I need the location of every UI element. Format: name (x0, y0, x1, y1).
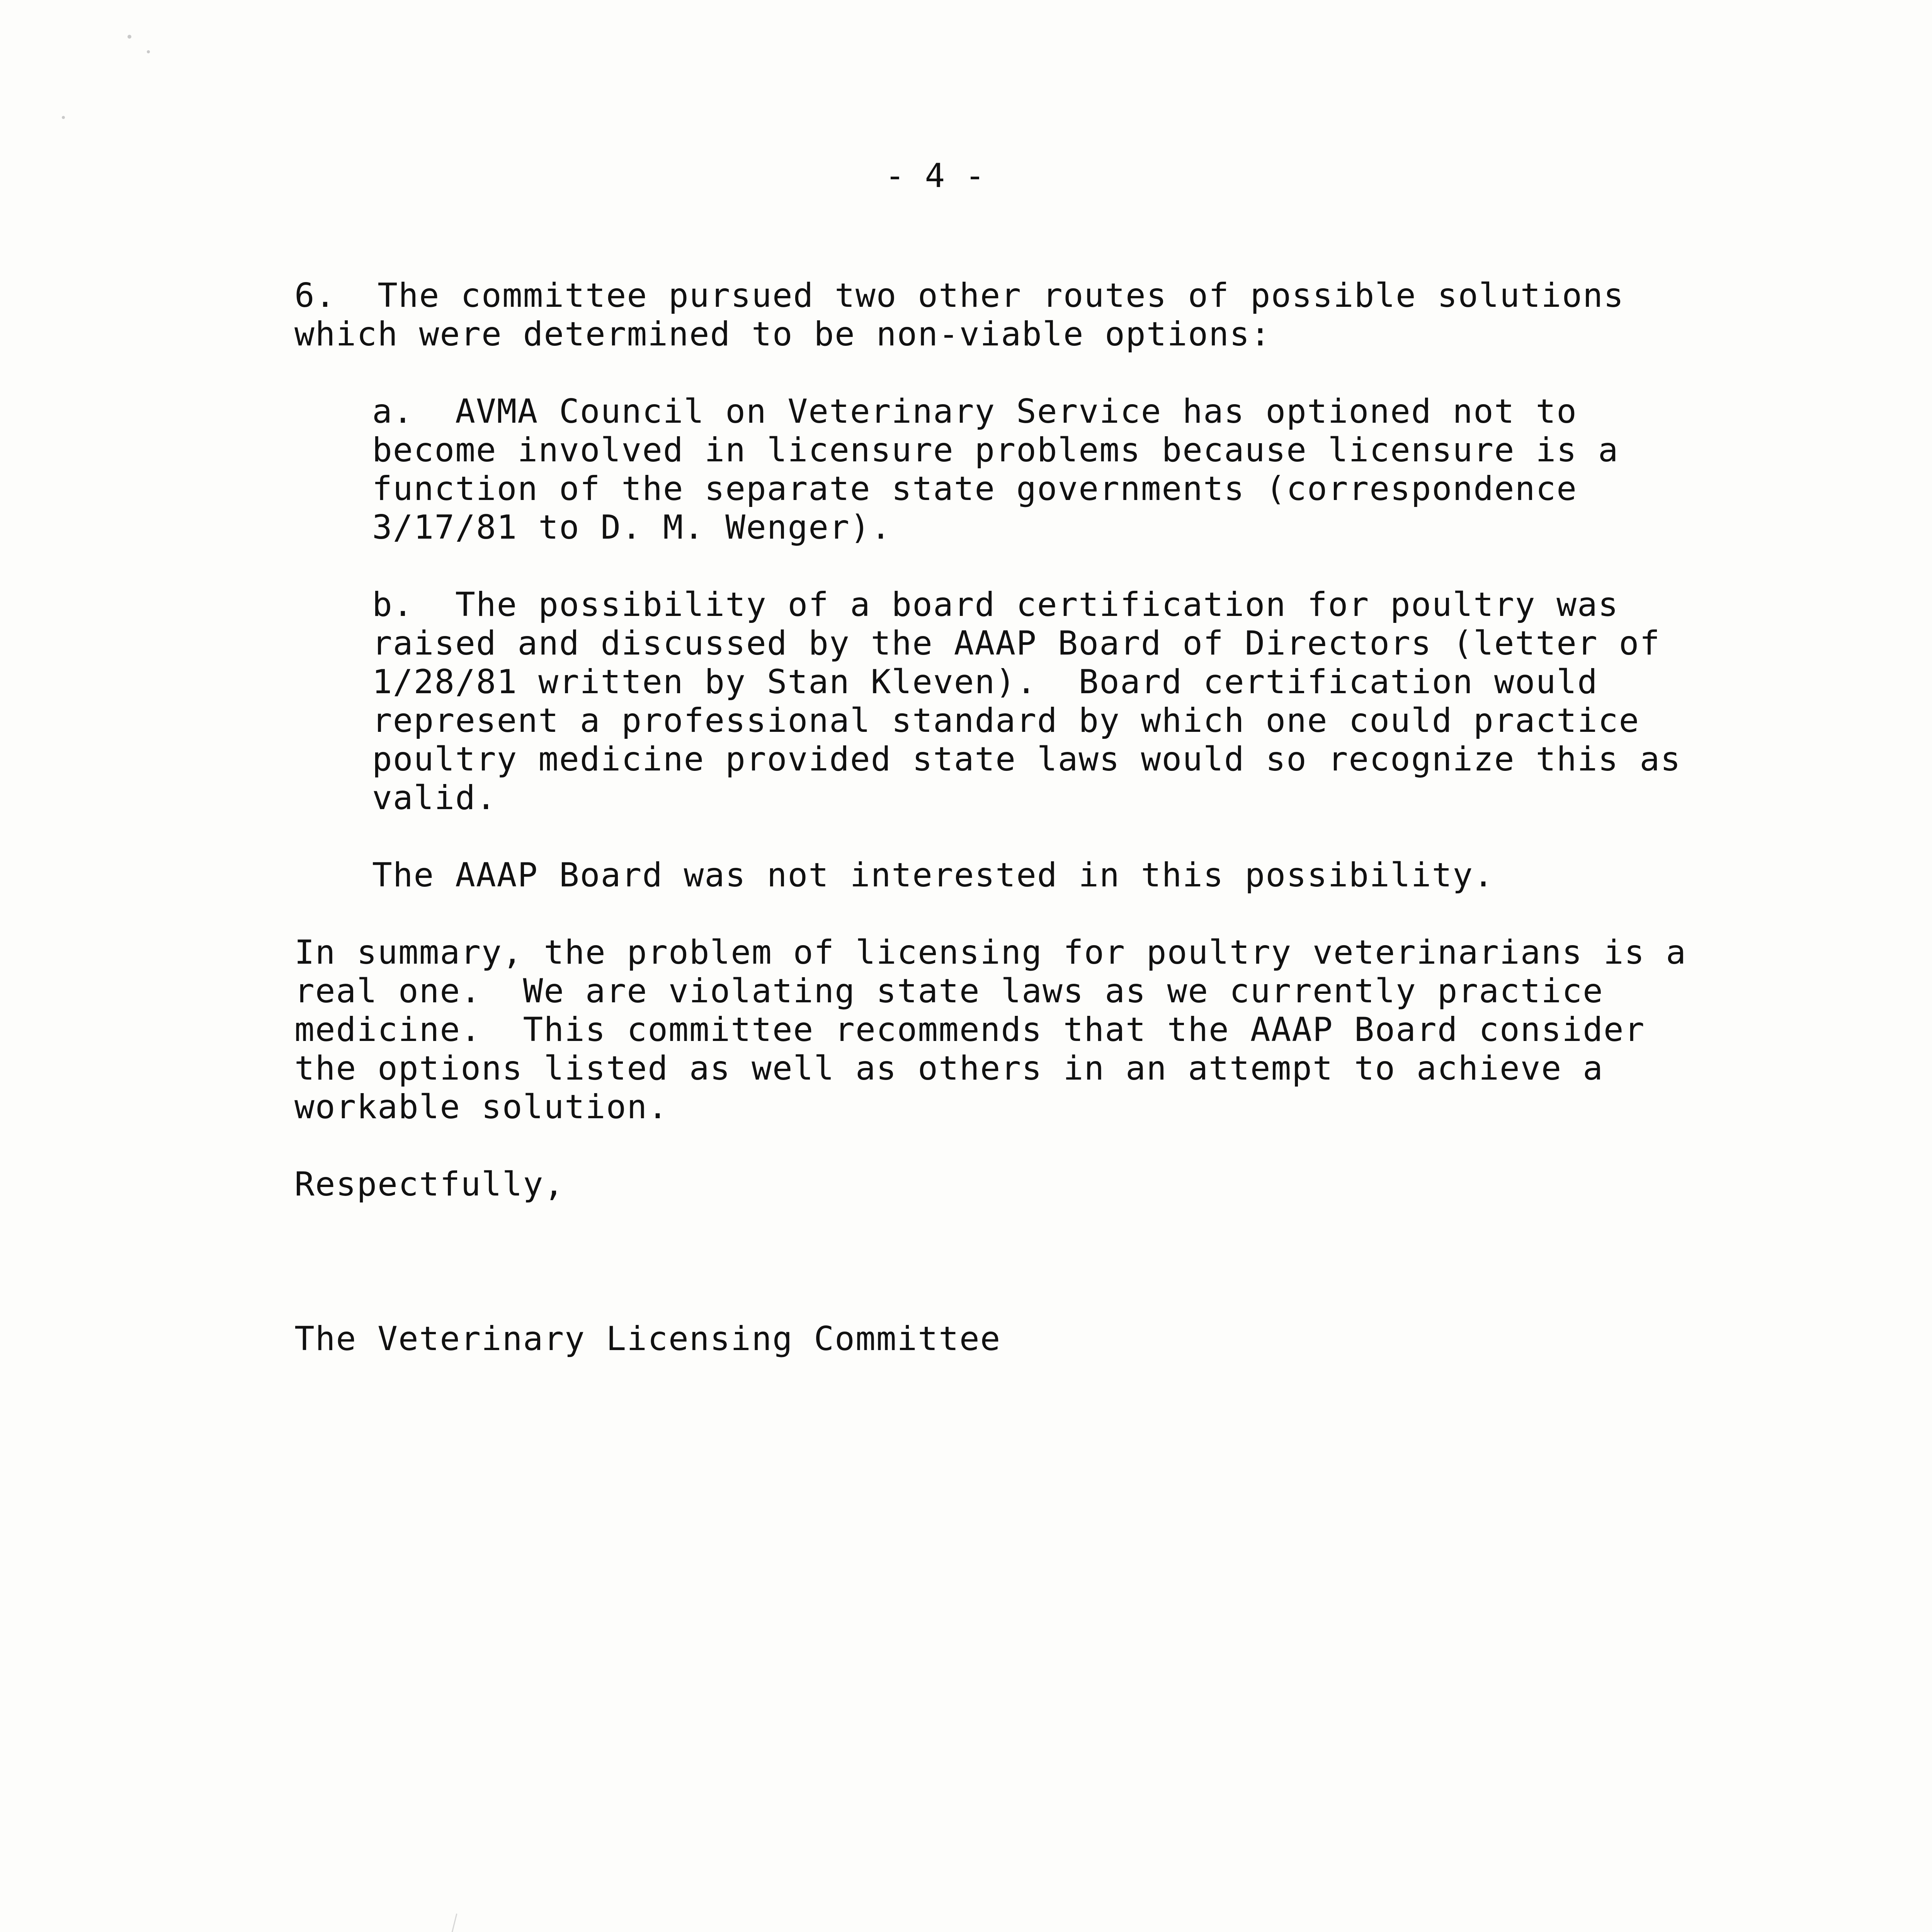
scan-speck (128, 35, 131, 39)
item-b-line-1: b. The possibility of a board certification for poultry was (372, 585, 1619, 624)
item-b-line-2: raised and discussed by the AAAP Board of Directors (letter of (372, 624, 1661, 663)
page-number: - 4 - (885, 156, 985, 195)
summary-line-4: the options listed as well as others in an attempt to achieve a (294, 1049, 1604, 1088)
summary-line-5: workable solution. (294, 1088, 668, 1126)
signature: The Veterinary Licensing Committee (294, 1320, 1001, 1358)
item-6-line-2: which were determined to be non-viable options: (294, 315, 1271, 354)
item-b-line-5: poultry medicine provided state laws would so recognize this as (372, 740, 1681, 779)
item-a-line-4: 3/17/81 to D. M. Wenger). (372, 508, 892, 547)
summary-line-1: In summary, the problem of licensing for poultry veterinarians is a (294, 933, 1687, 972)
item-6-line-1: 6. The committee pursued two other routes of possible solutions (294, 276, 1624, 315)
item-b-line-3: 1/28/81 written by Stan Kleven). Board certification would (372, 663, 1598, 701)
summary-line-3: medicine. This committee recommends that the AAAP Board consider (294, 1010, 1645, 1049)
summary-line-2: real one. We are violating state laws as we currently practice (294, 972, 1604, 1010)
board-note: The AAAP Board was not interested in this possibility. (372, 856, 1494, 895)
scan-mark (440, 1913, 457, 1932)
scan-speck (147, 50, 150, 53)
item-b-line-4: represent a professional standard by which one could practice (372, 701, 1640, 740)
item-a-line-2: become involved in licensure problems because licensure is a (372, 431, 1619, 469)
item-b-line-6: valid. (372, 779, 497, 817)
scan-speck (62, 116, 65, 119)
item-a-line-1: a. AVMA Council on Veterinary Service has optioned not to (372, 392, 1578, 431)
closing: Respectfully, (294, 1165, 565, 1204)
item-a-line-3: function of the separate state governments (correspondence (372, 469, 1578, 508)
